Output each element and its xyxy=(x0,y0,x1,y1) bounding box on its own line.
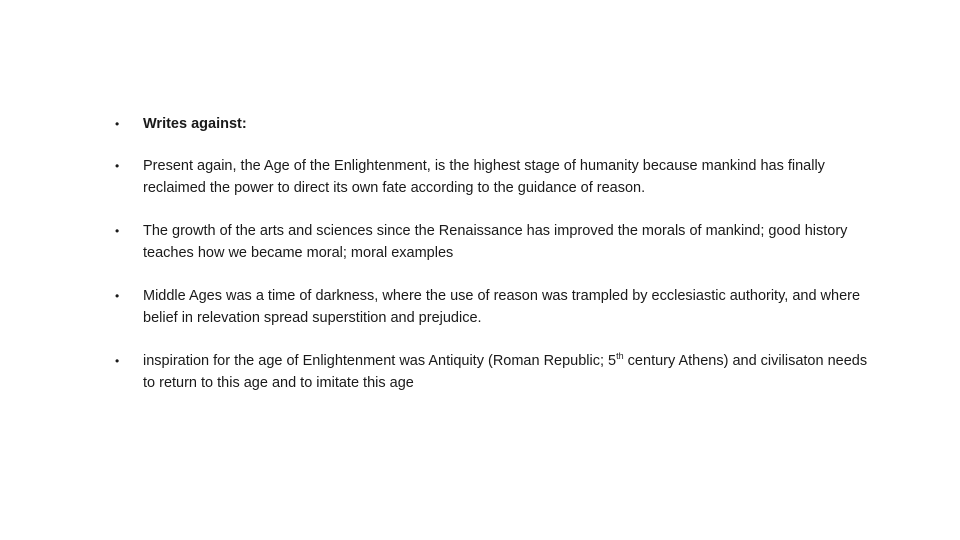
bullet-item-arts-sciences xyxy=(115,220,875,264)
bullet-marker: • xyxy=(115,289,120,303)
bullet-marker: • xyxy=(115,159,120,173)
bullet-marker: • xyxy=(115,224,120,238)
bullet-text: Present again, the Age of the Enlightenment, is the highest stage of humanity because mankind has finally reclaimed the power to direct its own fate according to the guidance of reason. xyxy=(143,158,825,196)
bullet-text xyxy=(143,353,867,391)
bullet-text: Writes against: xyxy=(143,116,247,132)
bullet-text: Middle Ages was a time of darkness, where the use of reason was trampled by ecclesiastic authority, and where belief in relevation spread superstition and prejudice. xyxy=(143,288,861,326)
bullet-text-part: inspiration for the age of Enlightenment was Antiquity (Roman Republic; 5 xyxy=(143,353,617,369)
bullet-text-part: century Athens) and civilisaton needs to return to this age and to imitate this age xyxy=(143,353,868,391)
bullet-marker: • xyxy=(115,354,120,368)
bullet-text: The growth of the arts and sciences since the Renaissance has improved the morals of mankind; good history teaches how we became moral; moral examples xyxy=(143,223,848,261)
bullet-item-antiquity xyxy=(115,350,875,394)
ordinal-superscript: th xyxy=(616,351,624,362)
bullet-list xyxy=(115,113,875,415)
bullet-item-present-age xyxy=(115,155,875,199)
bullet-item-middle-ages xyxy=(115,285,875,329)
bullet-item-writes-against xyxy=(115,113,875,135)
bullet-marker: • xyxy=(115,117,120,131)
